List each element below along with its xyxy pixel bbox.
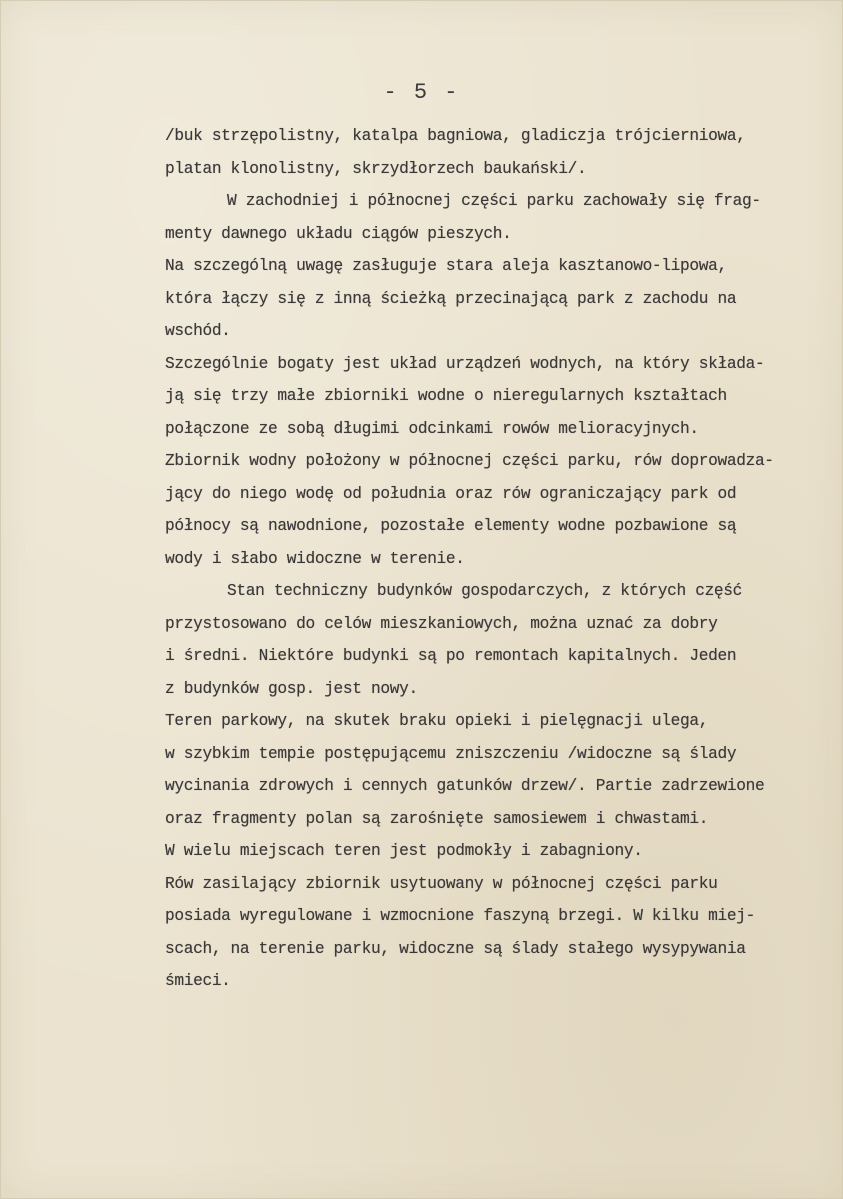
text-line: W zachodniej i północnej części parku zachowały się frag- xyxy=(227,192,761,210)
page-number: - 5 - xyxy=(383,80,460,105)
text-line: platan klonolistny, skrzydłorzech baukański/. xyxy=(165,159,587,178)
text-line: Teren parkowy, na skutek braku opieki i pielęgnacji ulega, xyxy=(165,712,709,730)
text-line: przystosowano do celów mieszkaniowych, można uznać za dobry xyxy=(165,614,718,633)
text-line: jący do niego wodę od południa oraz rów ograniczający park od xyxy=(165,484,737,503)
text-line: Na szczególną uwagę zasługuje stara aleja kasztanowo-lipowa, xyxy=(165,257,727,275)
text-line: z budynków gosp. jest nowy. xyxy=(165,679,418,698)
text-line: Rów zasilający zbiornik usytuowany w północnej części parku xyxy=(165,874,718,893)
text-line: W wielu miejscach teren jest podmokły i zabagniony. xyxy=(165,842,643,860)
text-line: i średni. Niektóre budynki są po remontach kapitalnych. Jeden xyxy=(165,647,737,665)
text-line: Szczególnie bogaty jest układ urządzeń wodnych, na który składa- xyxy=(165,354,765,373)
text-line: Stan techniczny budynków gospodarczych, z których część xyxy=(227,582,743,600)
text-line: Zbiornik wodny położony w północnej części parku, rów doprowadza- xyxy=(165,452,774,470)
body-text xyxy=(165,120,815,998)
text-line: posiada wyregulowane i wzmocnione faszyną brzegi. W kilku miej- xyxy=(165,907,755,925)
text-line: wycinania zdrowych i cennych gatunków drzew/. Partie zadrzewione xyxy=(165,777,765,795)
text-line: wschód. xyxy=(165,322,231,340)
text-line: wody i słabo widoczne w terenie. xyxy=(165,549,465,568)
text-line: menty dawnego układu ciągów pieszych. xyxy=(165,224,512,243)
text-line: która łączy się z inną ścieżką przecinającą park z zachodu na xyxy=(165,289,737,308)
text-line: śmieci. xyxy=(165,972,231,990)
text-line: ją się trzy małe zbiorniki wodne o nieregularnych kształtach xyxy=(165,387,727,405)
text-line: północy są nawodnione, pozostałe elementy wodne pozbawione są xyxy=(165,517,737,535)
text-line: w szybkim tempie postępującemu zniszczeniu /widoczne są ślady xyxy=(165,744,737,763)
text-line: scach, na terenie parku, widoczne są ślady stałego wysypywania xyxy=(165,939,746,958)
text-line: połączone ze sobą długimi odcinkami rowów melioracyjnych. xyxy=(165,419,699,438)
text-line: /buk strzępolistny, katalpa bagniowa, gladiczja trójcierniowa, xyxy=(165,127,746,145)
text-line: oraz fragmenty polan są zarośnięte samosiewem i chwastami. xyxy=(165,809,709,828)
